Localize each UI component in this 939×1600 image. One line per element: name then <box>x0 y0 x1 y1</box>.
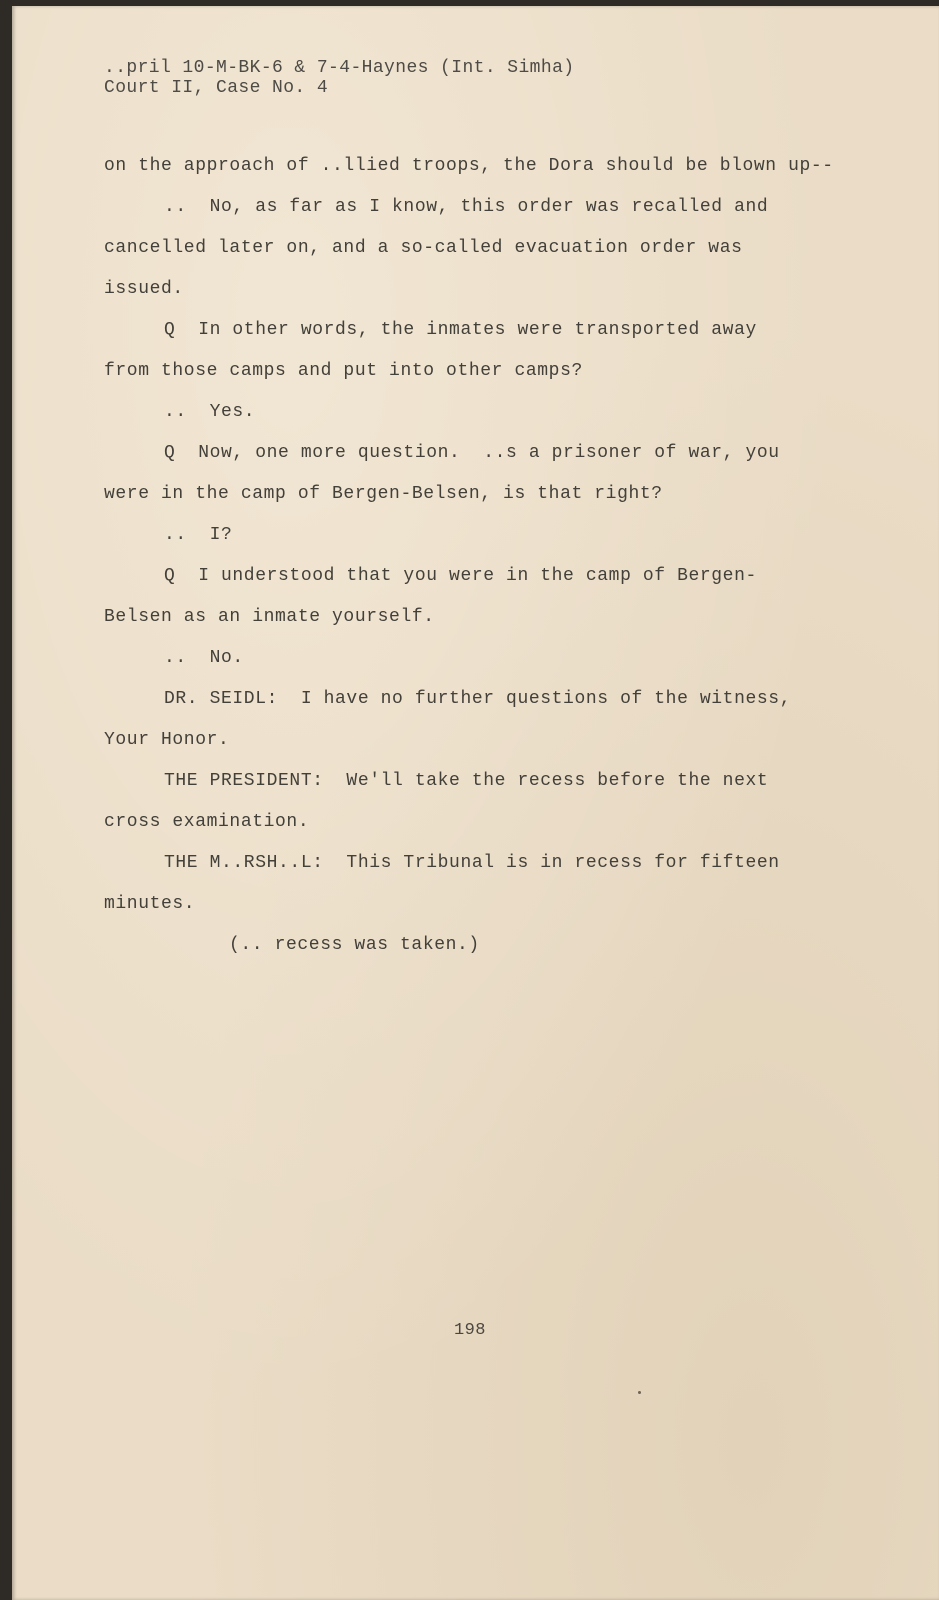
recess-note: (.. recess was taken.) <box>229 935 480 955</box>
transcript-line: were in the camp of Bergen-Belsen, is that right? <box>104 484 663 504</box>
question-line: Q In other words, the inmates were transported away <box>164 320 757 340</box>
answer-line: .. I? <box>164 525 233 545</box>
page-number: 198 <box>454 1321 486 1340</box>
transcript-line: Belsen as an inmate yourself. <box>104 607 435 627</box>
transcript-line: minutes. <box>104 894 196 914</box>
transcript-line: cancelled later on, and a so-called evacuation order was <box>104 238 743 258</box>
question-line: Q Now, one more question. ..s a prisoner of war, you <box>164 443 780 463</box>
header-line-1: ..pril 10-M-BK-6 & 7-4-Haynes (Int. Simha) <box>104 58 575 78</box>
transcript-line: from those camps and put into other camps? <box>104 361 583 381</box>
transcript-line: Your Honor. <box>104 730 230 750</box>
transcript-line: on the approach of ..llied troops, the Dora should be blown up-- <box>104 156 834 176</box>
header-line-2: Court II, Case No. 4 <box>104 78 329 98</box>
paper-speck <box>638 1391 641 1394</box>
answer-line: .. Yes. <box>164 402 256 422</box>
answer-line: .. No. <box>164 648 244 668</box>
transcript-line: issued. <box>104 279 184 299</box>
speaker-line: THE PRESIDENT: We'll take the recess before the next <box>164 771 769 791</box>
answer-line: .. No, as far as I know, this order was recalled and <box>164 197 769 217</box>
speaker-line: THE M..RSH..L: This Tribunal is in recess for fifteen <box>164 853 780 873</box>
question-line: Q I understood that you were in the camp of Bergen- <box>164 566 757 586</box>
document-page <box>12 6 939 1600</box>
transcript-line: cross examination. <box>104 812 310 832</box>
speaker-line: DR. SEIDL: I have no further questions of the witness, <box>164 689 792 709</box>
